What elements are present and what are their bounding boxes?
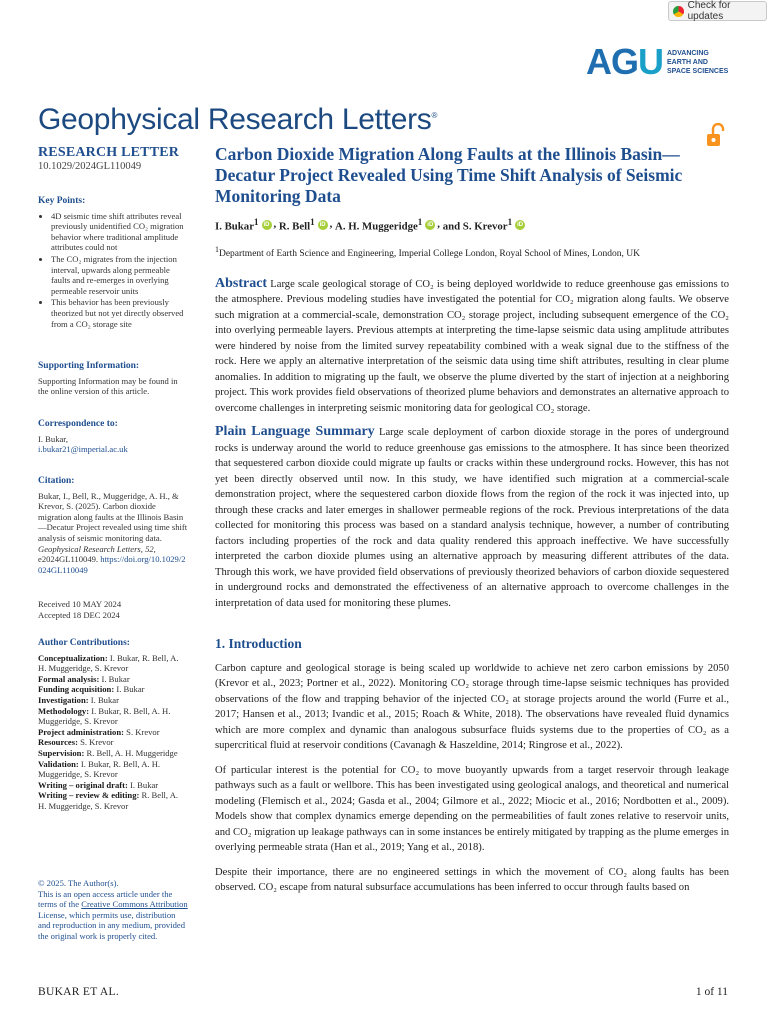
orcid-icon[interactable]: iD	[427, 222, 434, 229]
key-points	[38, 196, 188, 330]
contribution-item: Investigation: I. Bukar	[38, 694, 119, 705]
page-number: 1 of 11	[695, 986, 728, 998]
contribution-item: Conceptualization: I. Bukar, R. Bell, A. H. Muggeridge, S. Krevor	[38, 652, 179, 674]
author: and S. Krevor$^1$	[442, 217, 513, 233]
agu-logo	[586, 41, 729, 82]
abstract	[215, 276, 729, 417]
check-for-updates-button[interactable]	[668, 1, 767, 21]
abstract-text: Large scale geological storage of CO₂ is being deployed worldwide to reduce greenhouse gas emissions to the atmosphere. Previous modeling studies have investigated the potential for CO₂ migration along faults. We observe such migration at a commercial-scale, demonstration CO₂ storage project, including subsequent emergence of the CO₂ into overlying permeable layers. Previous attempts at interpreting the time-lapse seismic data using amplitude attributes were hindered by noise from the limited survey repeatability combined with a weak signal due to the stiffness of the rock. Here we apply an alternative interpretation of the seismic data using time shift attributes, resulting in clear plume anomalies. In addition to migrating up the fault, we observe the plume diverted by the start of injection at a neighboring project. This work provides field observations of theorized plume behaviors and demonstrates an alternative approach to overcome challenges in interpreting seismic monitoring data for geological CO₂ storage.	[215, 278, 729, 414]
abstract-heading: Abstract	[215, 275, 268, 291]
author-list: I. Bukar$^1$ iD , R. Bell$^1$ iD , A. H. Muggeridge$^1$ iD , and S. Krevor$^1$ iD	[215, 215, 729, 235]
pls-text: Large scale deployment of carbon dioxide storage in the pores of underground rocks is underway around the world to reduce greenhouse gas emissions to the atmosphere. It has since been theorized that sequestered carbon dioxide could migrate up faults or cracks within these underground rocks. However, this has not yet been directly observed until now. In this study, we have identified such migration at a commercial-scale demonstration project, where the sequestered carbon dioxide flows from the region of the rock it was injected into, up through these cracks and later emerges in shallower permeable regions of the rock. Previous interpretations of the data collected for monitoring this process was based on a standard analysis technique, however, a number of contributing factors including properties of the rock and data quality rendered this approach ineffective. We have successfully interpreted the carbon dioxide plumes using an alternative approach by measuring different attributes of the data. Through this work, we have provided field observations of previously theorized behaviors of carbon dioxide sequestered in underground rocks and demonstrated the effectiveness of an alternative approach to overcome challenges in the interpretation of data used for monitoring these plumes.	[215, 427, 729, 609]
correspondence-name: I. Bukar,	[38, 433, 68, 444]
pls-heading: Plain Language Summary	[215, 424, 375, 440]
author: A. H. Muggeridge$^1$	[335, 217, 423, 233]
article-doi: 10.1029/2024GL110049	[38, 160, 142, 172]
contribution-item: Writing – original draft: I. Bukar	[38, 779, 159, 790]
agu-logo-mark: AGU	[586, 41, 663, 82]
dates	[38, 599, 188, 620]
supporting-text: Supporting Information may be found in the online version of this article.	[38, 375, 178, 397]
running-footer-authors: BUKAR ET AL.	[38, 986, 120, 998]
intro-paragraph: Carbon capture and geological storage is being scaled up worldwide to achieve net zero carbon emissions by 2050 (Krevor et al., 2023; Portner et al., 2022). Monitoring CO₂ storage through time-lapse seismic techniques has provided observations of the flow and trapping behavior of the injected CO₂ at storage projects around the world (Furre et al., 2017; Hansen et al., 2013; Ivandic et al., 2015; Roach & White, 2018). The observations have revealed fluid dynamics which are more complex and dynamic than analogous subsurface fluids systems due to the properties of CO₂ as a supercritical fluid at reservoir conditions (Cavanagh & Haszeldine, 2014; Ringrose et al., 2022).	[215, 662, 729, 752]
citation-text: Bukar, I., Bell, R., Muggeridge, A. H., & Krevor, S. (2025). Carbon dioxide migration along faults at the Illinois Basin—Decatur Project revealed using time shift analysis of seismic monitoring data. Geophysical Research Letters, 52, e2024GL110049. https://doi.org/10.1029/2024GL110049	[38, 490, 188, 575]
accepted-date: Accepted 18 DEC 2024	[38, 609, 120, 620]
contribution-item: Project administration: S. Krevor	[38, 726, 160, 737]
left-sidebar	[38, 145, 188, 941]
key-point: • 4D seismic time shift attributes reveal previously unidentified CO₂ migration behavior where traditional amplitude attributes could not	[51, 211, 188, 253]
check-for-updates-label: Check for updates	[687, 0, 731, 22]
plain-language-summary	[215, 424, 729, 611]
orcid-icon[interactable]: iD	[263, 222, 270, 229]
article-title: Carbon Dioxide Migration Along Faults at the Illinois Basin—Decatur Project Revealed Using Time Shift Analysis of Seismic Monitoring Data	[215, 144, 683, 206]
key-point: • This behavior has been previously theorized but not yet directly observed from a CO₂ storage site	[51, 297, 188, 329]
journal-title: Geophysical Research Letters®	[38, 103, 438, 136]
citation-heading: Citation:	[38, 476, 75, 486]
orcid-icon[interactable]: iD	[517, 222, 524, 229]
article-body	[215, 144, 729, 896]
license-text: This is an open access article under the terms of the Creative Commons Attribution License, which permits use, distribution and reproduction in any medium, provided the original work is properly cited.	[38, 888, 188, 941]
article-type: RESEARCH LETTER	[38, 145, 180, 160]
author: I. Bukar$^1$	[215, 217, 259, 233]
creative-commons-link[interactable]: Creative Commons Attribution	[81, 899, 188, 910]
supporting-heading: Supporting Information:	[38, 361, 140, 371]
contribution-item: Funding acquisition: I. Bukar	[38, 684, 145, 695]
intro-paragraph: Of particular interest is the potential for CO₂ to move buoyantly upwards from a target reservoir through leakage pathways such as a fault or wellbore. This has been investigated using geological analogs, and theoretical and numerical modeling (Flemisch et al., 2024; Gasda et al., 2004; Gilmore et al., 2022; Miocic et al., 2016; Nordbotten et al., 2009). Models show that complex dynamics emerge depending on the permeabilities of fault zones relative to reservoir units, and CO₂ migration up leakage pathways can in some instances be entirely mitigated by trapping as the plume emerges in overlying permeable strata (Han et al., 2019; Yang et al., 2018).	[215, 764, 729, 854]
crossmark-icon	[673, 6, 684, 17]
copyright: © 2025. The Author(s).	[38, 878, 119, 888]
supporting-information	[38, 361, 188, 397]
correspondence	[38, 419, 188, 455]
contributions-heading: Author Contributions:	[38, 638, 130, 648]
license	[38, 878, 188, 942]
correspondence-email-link[interactable]: i.bukar21@imperial.ac.uk	[38, 444, 128, 455]
citation-doi-link[interactable]: https://doi.org/10.1029/2024GL110049	[38, 554, 186, 575]
key-points-heading: Key Points:	[38, 196, 86, 206]
correspondence-heading: Correspondence to:	[38, 419, 118, 429]
received-date: Received 10 MAY 2024	[38, 599, 122, 609]
intro-paragraph: Despite their importance, there are no engineered settings in which the movement of CO₂ along faults has been observed. CO₂ escape from natural subsurface accumulations has been inferred to occur through faults based on	[215, 866, 729, 894]
contribution-item: Resources: S. Krevor	[38, 737, 114, 748]
introduction-heading: 1. Introduction	[215, 636, 302, 652]
orcid-icon[interactable]: iD	[319, 222, 326, 229]
contribution-item: Supervision: R. Bell, A. H. Muggeridge	[38, 747, 178, 758]
contribution-item: Writing – review & editing: R. Bell, A. H. Muggeridge, S. Krevor	[38, 790, 179, 811]
key-point: • The CO₂ migrates from the injection interval, upwards along permeable faults and re-emerges in overlying permeable reservoir units	[51, 254, 188, 296]
affiliation: $^1$Department of Earth Science and Engineering, Imperial College London, Royal School of Mines, London, UK	[215, 245, 641, 260]
author: R. Bell$^1$	[278, 217, 315, 233]
contribution-item: Validation: I. Bukar, R. Bell, A. H. Muggeridge, S. Krevor	[38, 758, 161, 780]
contribution-item: Methodology: I. Bukar, R. Bell, A. H. Muggeridge, S. Krevor	[38, 705, 171, 727]
agu-logo-tagline: ADVANCING EARTH AND SPACE SCIENCES	[667, 49, 729, 75]
author-contributions	[38, 638, 188, 812]
citation	[38, 476, 188, 575]
contribution-item: Formal analysis: I. Bukar	[38, 673, 130, 684]
